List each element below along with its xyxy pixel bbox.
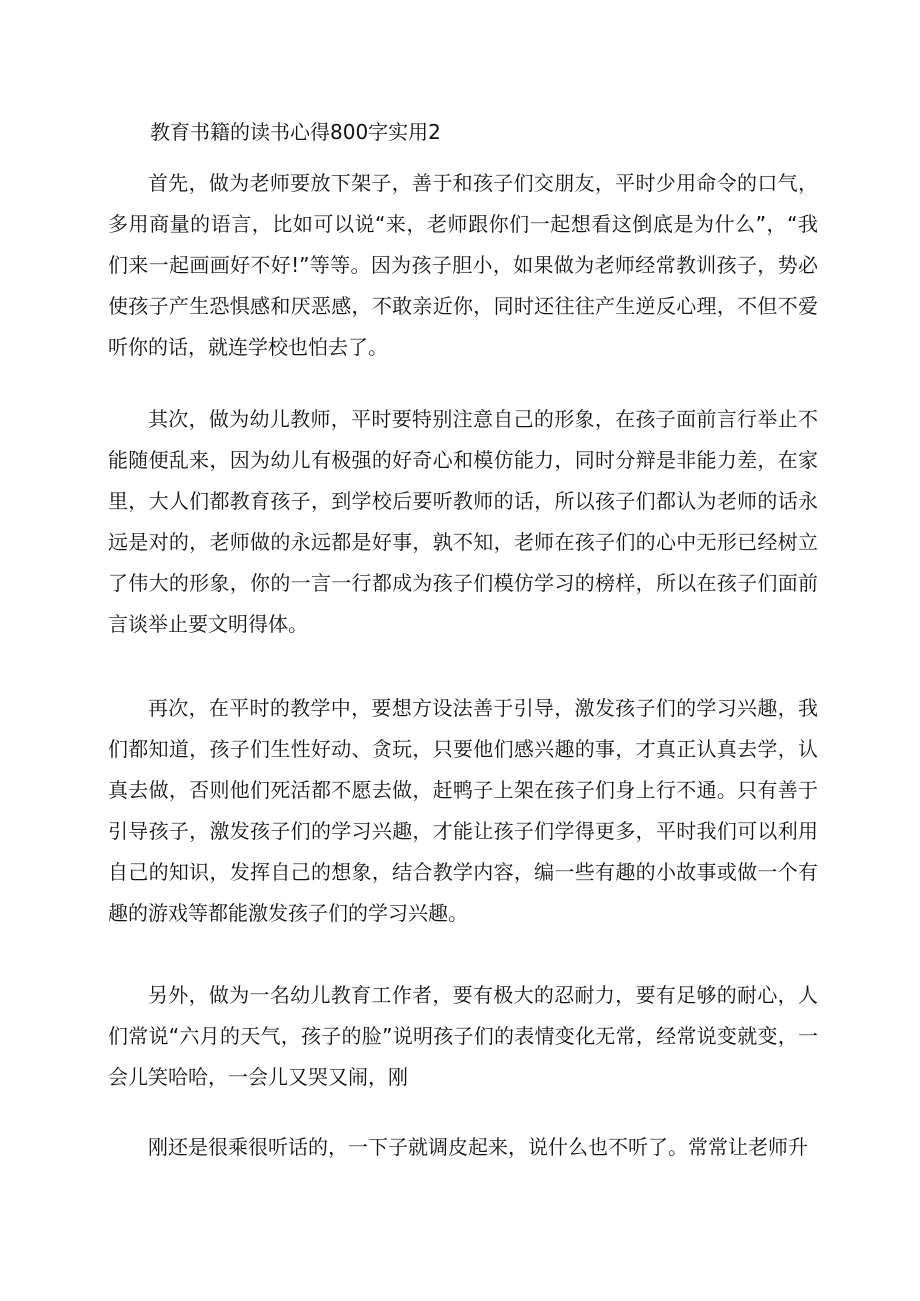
document-title: 教育书籍的读书心得800字实用2	[150, 120, 441, 144]
paragraph-second: 其次，做为幼儿教师，平时要特别注意自己的形象，在孩子面前言行举止不能随便乱来，因为幼儿有极强的好奇心和模仿能力，同时分辩是非能力差，在家里，大人们都教育孩子，到学校后要听教师的话，所以孩子们都认为老师的话永远是对的，老师做的永远都是好事，孰不知，老师在孩子们的心中无形已经树立了伟大的形象，你的一言一行都成为孩子们模仿学习的榜样，所以在孩子们面前言谈举止要文明得体。	[108, 407, 818, 636]
paragraph-first: 首先，做为老师要放下架子，善于和孩子们交朋友，平时少用命令的口气，多用商量的语言，比如可以说“来，老师跟你们一起想看这倒底是为什么”，“我们来一起画画好不好!”等等。因为孩子胆小，如果做为老师经常教训孩子，势必使孩子产生恐惧感和厌恶感，不敢亲近你，同时还往往产生逆反心理，不但不爱听你的话，就连学校也怕去了。	[108, 171, 818, 359]
paragraph-third: 再次，在平时的教学中，要想方设法善于引导，激发孩子们的学习兴趣，我们都知道，孩子们生性好动、贪玩，只要他们感兴趣的事，才真正认真去学，认真去做，否则他们死活都不愿去做，赶鸭子上架在孩子们身上行不通。只有善于引导孩子，激发孩子们的学习兴趣，才能让孩子们学得更多，平时我们可以利用自己的知识，发挥自己的想象，结合教学内容，编一些有趣的小故事或做一个有趣的游戏等都能激发孩子们的学习兴趣。	[108, 696, 818, 925]
paragraph-fourth: 另外，做为一名幼儿教育工作者，要有极大的忍耐力，要有足够的耐心，人们常说“六月的天气，孩子的脸”说明孩子们的表情变化无常，经常说变就变，一会儿笑哈哈，一会儿又哭又闹，刚	[108, 983, 818, 1089]
paragraph-fifth: 刚还是很乘很听话的，一下子就调皮起来，说什么也不听了。常常让老师升	[148, 1135, 808, 1159]
